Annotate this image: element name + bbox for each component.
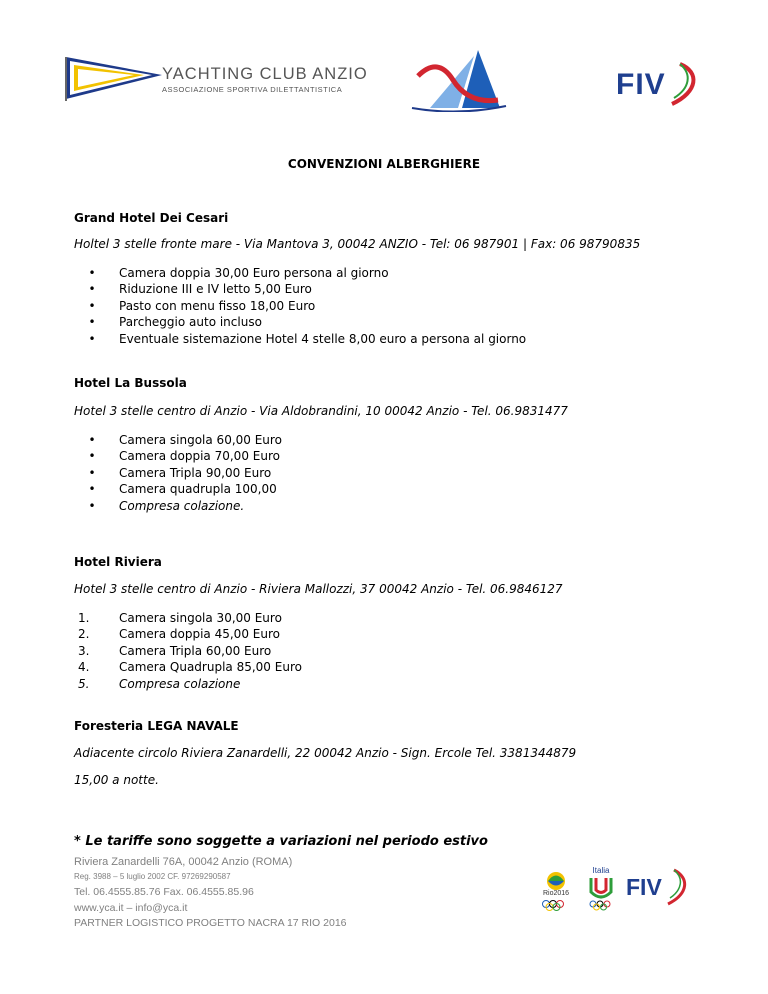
italia-logo-text: Italia (592, 866, 610, 875)
footer-phone: Tel. 06.4555.85.76 Fax. 06.4555.85.96 (74, 886, 254, 898)
yca-logo-tagline: ASSOCIAZIONE SPORTIVA DILETTANTISTICA (162, 85, 343, 94)
yca-pennant-icon (64, 55, 164, 105)
rio2016-logo-text: Rio2016 (542, 890, 570, 897)
hotel-name: Hotel La Bussola (74, 376, 187, 390)
list-item: • Camera singola 60,00 Euro (88, 433, 282, 447)
sail-event-logo-icon (408, 46, 508, 112)
hotel-name: Hotel Riviera (74, 555, 162, 569)
hotel-items-list (74, 610, 302, 692)
list-item: • Eventuale sistemazione Hotel 4 stelle 8,00 euro a persona al giorno (88, 331, 527, 346)
rio2016-logo (534, 868, 578, 912)
hotel-description: Adiacente circolo Riviera Zanardelli, 22 00042 Anzio - Sign. Ercole Tel. 3381344879 (74, 746, 577, 760)
yacht-club-logo (64, 55, 374, 105)
footer-partner: PARTNER LOGISTICO PROGETTO NACRA 17 RIO 2016 (74, 917, 347, 929)
list-item: 2. Camera doppia 45,00 Euro (78, 627, 280, 642)
list-item: 3. Camera Tripla 60,00 Euro (78, 643, 272, 658)
fiv-logo (614, 60, 704, 108)
list-item: • Compresa colazione. (88, 498, 245, 513)
list-item: 1. Camera singola 30,00 Euro (78, 611, 282, 625)
list-item: • Pasto con menu fisso 18,00 Euro (88, 298, 316, 313)
page-title: CONVENZIONI ALBERGHIERE (287, 157, 481, 171)
fiv-footer-logo-text: FIV (626, 874, 662, 900)
list-item: • Parcheggio auto incluso (88, 315, 262, 330)
yca-logo-name: YACHTING CLUB ANZIO (162, 65, 368, 83)
list-item: 5. Compresa colazione (78, 676, 241, 691)
event-logo (408, 46, 508, 112)
list-item: • Camera quadrupla 100,00 (88, 482, 277, 497)
foresteria-price: 15,00 a notte. (74, 773, 159, 787)
footer-address: Riviera Zanardelli 76A, 00042 Anzio (ROMA) (74, 856, 293, 868)
hotel-description: Holtel 3 stelle fronte mare - Via Mantova 3, 00042 ANZIO - Tel: 06 987901 | Fax: 06 98790835 (74, 237, 641, 251)
hotel-items-list (74, 265, 526, 347)
list-item: • Camera doppia 70,00 Euro (88, 449, 280, 464)
list-item: • Camera Tripla 90,00 Euro (88, 465, 272, 480)
footer-registration: Reg. 3988 – 5 luglio 2002 CF. 97269290587 (74, 872, 231, 881)
fiv-logo-text: FIV (616, 68, 666, 101)
hotel-description: Hotel 3 stelle centro di Anzio - Via Aldobrandini, 10 00042 Anzio - Tel. 06.9831477 (74, 404, 568, 418)
hotel-description: Hotel 3 stelle centro di Anzio - Riviera Mallozzi, 37 00042 Anzio - Tel. 06.9846127 (74, 582, 563, 596)
italia-olympic-logo (584, 866, 618, 912)
list-item: • Riduzione III e IV letto 5,00 Euro (88, 282, 312, 297)
fiv-footer-logo (624, 868, 694, 908)
hotel-items-list (74, 432, 282, 514)
seasonal-note: * Le tariffe sono soggette a variazioni nel periodo estivo (74, 834, 488, 849)
italia-flag-rings-icon (584, 876, 618, 912)
hotel-name: Grand Hotel Dei Cesari (74, 211, 229, 225)
footer-web: www.yca.it – info@yca.it (74, 902, 188, 914)
hotel-name: Foresteria LEGA NAVALE (74, 719, 239, 733)
list-item: • Camera doppia 30,00 Euro persona al giorno (88, 266, 389, 280)
list-item: 4. Camera Quadrupla 85,00 Euro (78, 660, 302, 675)
